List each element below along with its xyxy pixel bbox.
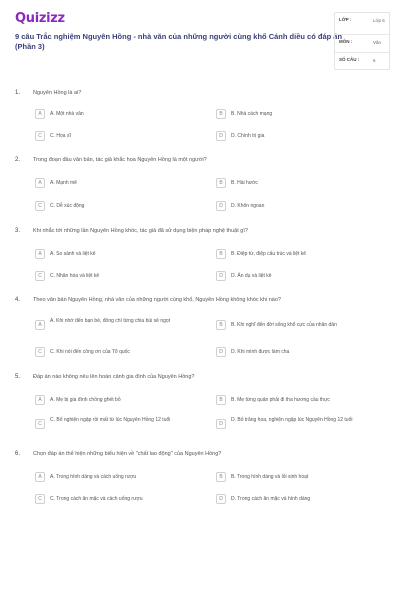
option-letter-box: D: [216, 347, 226, 357]
option-text: A. Mẹ bị gia đình chồng ghét bỏ: [50, 397, 121, 403]
option-text: C. Bố nghiện ngập rồi mất từ lúc Nguyên Hồng 12 tuổi: [50, 417, 171, 423]
option-letter-box: C: [35, 131, 45, 141]
option-letter-box: B: [216, 320, 226, 330]
meta-count-label: SỐ CÂU :: [339, 57, 360, 62]
option-text: B. Trong hình dáng và lối sinh hoạt: [231, 474, 309, 480]
question-text: Trong đoạn đầu văn bản, tác giả khắc họa Nguyên Hồng là một người?: [33, 157, 207, 163]
option-text: D. Chính trị gia: [231, 133, 265, 139]
option-letter-box: D: [216, 131, 226, 141]
question-text: Theo văn bản Nguyên Hồng, nhà văn của những người cùng khổ, Nguyên Hồng không khóc khi nào?: [33, 297, 281, 303]
option-letter-box: C: [35, 494, 45, 504]
option-text: C. Khi nói đến công ơn của Tổ quốc: [50, 349, 130, 355]
option-text: B. Mẹ từng quản phải đi tha hương cầu thực: [231, 397, 330, 403]
option-text: C. Trong cách ăn mặc và cách uống rượu: [50, 496, 143, 502]
option-letter-box: B: [216, 249, 226, 259]
worksheet-header: [0, 0, 400, 80]
question-number: 1.: [15, 90, 21, 96]
option-letter-box: D: [216, 419, 226, 429]
option-letter-box: A: [35, 395, 45, 405]
option-letter-box: A: [35, 109, 45, 119]
option-letter-box: D: [216, 271, 226, 281]
meta-subject-label: MÔN :: [339, 39, 353, 44]
question-text: Chọn đáp án thể hiện những biểu hiện về "chất lao động" của Nguyên Hồng?: [33, 451, 222, 457]
question-text: Đáp án nào không nêu lên hoàn cảnh gia đình của Nguyên Hồng?: [33, 374, 195, 380]
option-text: A. Mạnh mẽ: [50, 180, 77, 186]
option-letter-box: B: [216, 178, 226, 188]
option-letter-box: D: [216, 494, 226, 504]
option-text: D. Khi mình được làm cha: [231, 349, 290, 355]
meta-subject-value: Văn: [373, 40, 382, 45]
option-text: A. Trong hình dáng và cách uống rượu: [50, 474, 137, 480]
option-letter-box: B: [216, 395, 226, 405]
option-text: D. Bố trăng hoa, nghiện ngập lúc Nguyên Hồng 12 tuổi: [231, 417, 353, 423]
option-text: B. Khi nghĩ đến đời sống khổ cực của nhân dân: [231, 322, 337, 328]
option-letter-box: C: [35, 347, 45, 357]
meta-class-label: LỚP :: [339, 17, 352, 22]
option-text: D. Ẩn dụ và liệt kê: [231, 273, 272, 279]
option-text: B. Điệp từ, điệp cấu trúc và liệt kê: [231, 251, 307, 257]
question-text: Khi nhắc tới những lần Nguyên Hồng khóc, tác giả đã sử dụng biện pháp nghệ thuật gì?: [33, 228, 248, 234]
option-letter-box: A: [35, 472, 45, 482]
question-number: 3.: [15, 228, 21, 234]
option-letter-box: B: [216, 109, 226, 119]
option-text: A. So sánh và liệt kê: [50, 251, 96, 257]
meta-row-class: [335, 13, 389, 35]
option-letter-box: C: [35, 271, 45, 281]
option-text: A. Một nhà văn: [50, 111, 84, 117]
question-number: 6.: [15, 451, 21, 457]
quizizz-logo: Quizizz: [15, 11, 65, 26]
meta-row-count: [335, 53, 389, 70]
question-number: 4.: [15, 297, 21, 303]
question-text: Nguyên Hồng là ai?: [33, 90, 82, 96]
worksheet-meta: [334, 12, 390, 70]
option-letter-box: C: [35, 419, 45, 429]
option-text: C. Họa sĩ: [50, 133, 71, 139]
option-text: B. Hài hước: [231, 180, 258, 186]
option-letter-box: A: [35, 320, 45, 330]
option-letter-box: D: [216, 201, 226, 211]
meta-count-value: 6: [373, 58, 376, 63]
option-text: C. Nhân hóa và liệt kê: [50, 273, 100, 279]
question-number: 2.: [15, 157, 21, 163]
option-text: C. Dễ xúc động: [50, 203, 85, 209]
option-letter-box: B: [216, 472, 226, 482]
meta-row-subject: [335, 35, 389, 53]
meta-class-value: Lớp 6: [373, 18, 385, 23]
option-letter-box: A: [35, 178, 45, 188]
option-text: B. Nhà cách mạng: [231, 111, 273, 117]
option-text: D. Khôn ngoan: [231, 203, 265, 209]
worksheet-title: 9 câu Trắc nghiệm Nguyên Hồng - nhà văn của những người cùng khổ Cánh diều có đáp án (Phần 3): [15, 32, 343, 51]
option-text: D. Trong cách ăn mặc và hình dáng: [231, 496, 311, 502]
question-number: 5.: [15, 374, 21, 380]
option-letter-box: A: [35, 249, 45, 259]
option-letter-box: C: [35, 201, 45, 211]
option-text: A. Khi nhớ đến bạn bè, đồng chí từng chia bùi sẻ ngọt: [50, 318, 171, 324]
